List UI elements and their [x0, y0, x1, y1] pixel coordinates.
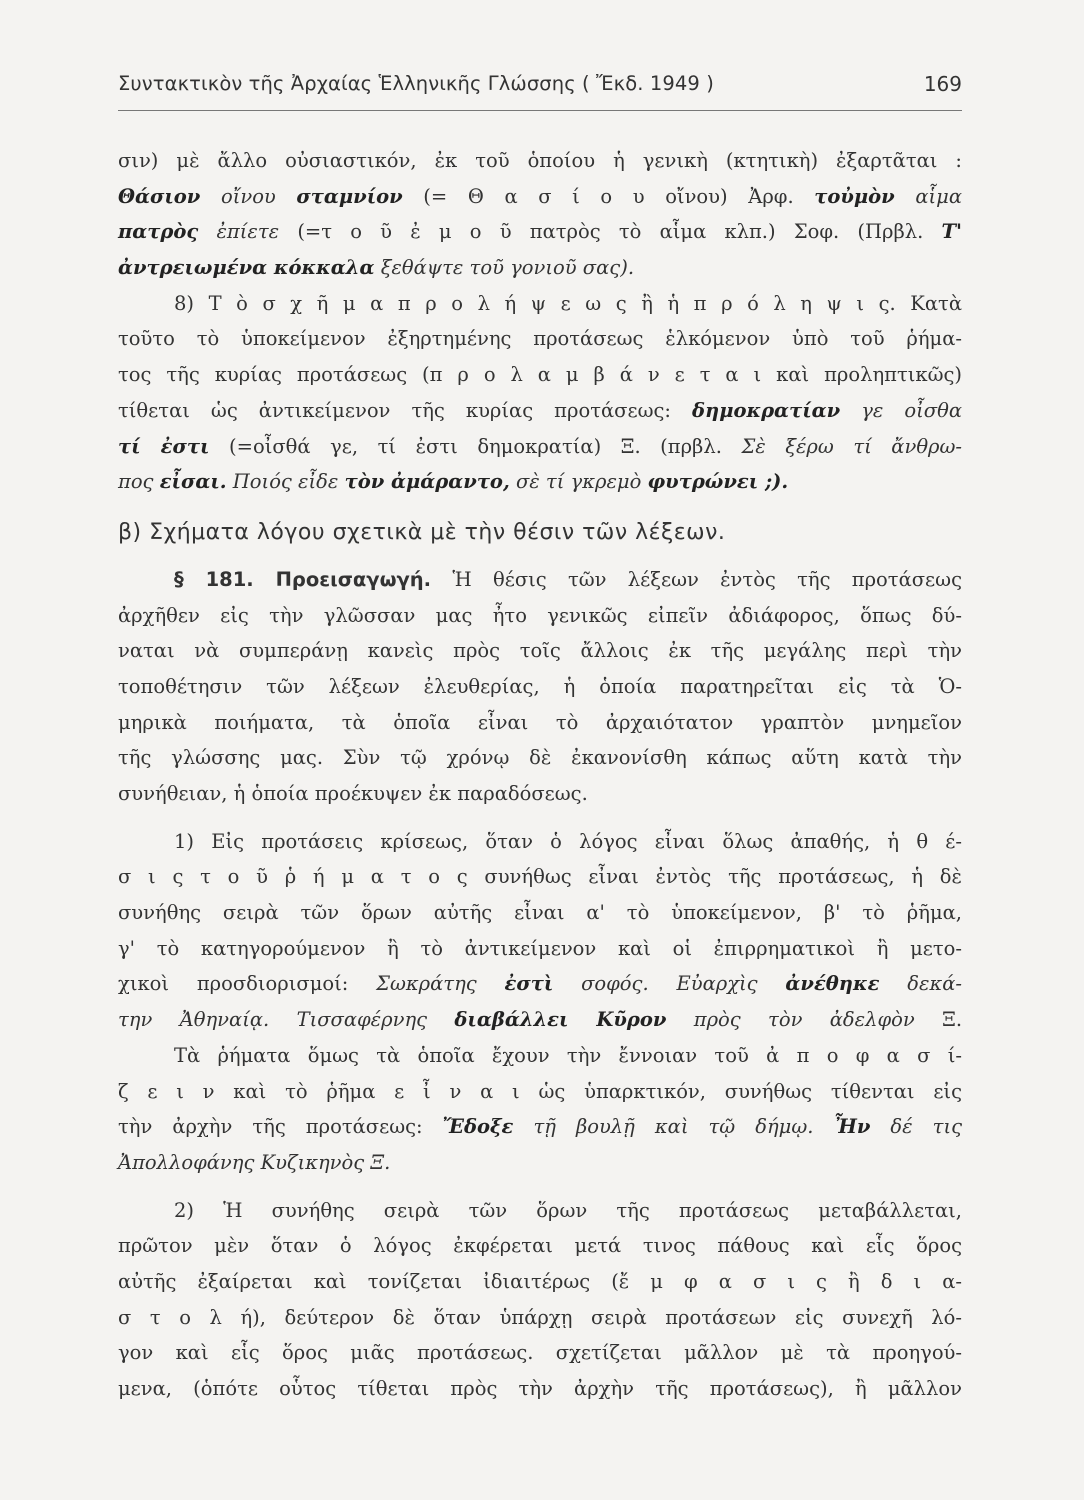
- text-line: αὐτῆς ἐξαίρεται καὶ τονίζεται ἰδιαιτέρως (ἔ μ φ α σ ι ς ἢ δ ι α-: [118, 1269, 962, 1293]
- text-line: πος εἶσαι. Ποιός εἶδε τὸν ἀμάραντο, σὲ τί γκρεμὸ φυτρώνει ;).: [118, 470, 789, 494]
- text-line: Θάσιον οἴνου σταμνίον (= Θ α σ ί ο υ οἴνου) Ἀρφ. τοὐμὸν αἷμα: [118, 184, 962, 208]
- running-header: [118, 72, 962, 112]
- text-line: τίθεται ὡς ἀντικείμενον τῆς κυρίας προτάσεως: δημοκρατίαν γε οἶσθα: [118, 398, 962, 422]
- text-line: την Ἀθηναίᾳ. Τισσαφέρνης διαβάλλει Κῦρον πρὸς τὸν ἀδελφὸν Ξ.: [118, 1008, 963, 1032]
- text-line: Τὰ ῥήματα ὅμως τὰ ὁποῖα ἔχουν τὴν ἔννοιαν τοῦ ἀ π ο φ α σ ί-: [174, 1043, 962, 1067]
- text-line: χικοὶ προσδιορισμοί: Σωκράτης ἐστὶ σοφός. Εὐαρχὶς ἀνέθηκε δεκά-: [118, 972, 963, 996]
- text-line: 8) Τ ὸ σ χ ῆ μ α π ρ ο λ ή ψ ε ω ς ἢ ἡ π ρ ό λ η ψ ι ς. Κατὰ: [174, 291, 962, 315]
- text-line: πρῶτον μὲν ὅταν ὁ λόγος ἐκφέρεται μετά τινος πάθους καὶ εἷς ὅρος: [118, 1234, 962, 1258]
- text-line: Ἀπολλοφάνης Κυζικηνὸς Ξ.: [118, 1150, 391, 1174]
- page-body: [118, 143, 962, 1407]
- text-line: τοποθέτησιν τῶν λέξεων ἐλευθερίας, ἡ ὁποία παρατηρεῖται εἰς τὰ Ὁ-: [118, 674, 962, 698]
- text-line: γ' τὸ κατηγορούμενον ἢ τὸ ἀντικείμενον καὶ οἱ ἐπιρρηματικοὶ ἢ μετο-: [118, 936, 962, 960]
- text-line: σ ι ς τ ο ῦ ῥ ή μ α τ ο ς συνήθως εἶναι ἐντὸς τῆς προτάσεως, ἡ δὲ: [118, 865, 962, 889]
- text-line: 1) Εἰς προτάσεις κρίσεως, ὅταν ὁ λόγος εἶναι ὅλως ἀπαθής, ἡ θ έ-: [174, 829, 962, 853]
- text-line: σιν) μὲ ἄλλο οὐσιαστικόν, ἐκ τοῦ ὁποίου ἡ γενικὴ (κτητικὴ) ἐξαρτᾶται :: [118, 149, 962, 172]
- page-number: 169: [923, 72, 962, 96]
- text-line: σ τ ο λ ή), δεύτερον δὲ ὅταν ὑπάρχῃ σειρὰ προτάσεων εἰς συνεχῆ λό-: [118, 1305, 962, 1329]
- header-rule: [118, 110, 962, 111]
- text-line: συνήθειαν, ἡ ὁποία προέκυψεν ἐκ παραδόσεως.: [118, 782, 588, 805]
- text-line: τὴν ἀρχὴν τῆς προτάσεως: Ἔδοξε τῇ βουλῇ καὶ τῷ δήμῳ. Ἦν δέ τις: [118, 1115, 963, 1139]
- text-line: μηρικὰ ποιήματα, τὰ ὁποῖα εἶναι τὸ ἀρχαιότατον γραπτὸν μνημεῖον: [118, 710, 962, 734]
- text-line: τί ἐστι (=οἶσθά γε, τί ἐστι δημοκρατία) Ξ. (πρβλ. Σὲ ξέρω τί ἄνθρω-: [118, 434, 963, 458]
- text-line: 2) Ἡ συνήθης σειρὰ τῶν ὅρων τῆς προτάσεως μεταβάλλεται,: [174, 1198, 962, 1222]
- text-line: μενα, (ὁπότε οὗτος τίθεται πρὸς τὴν ἀρχὴν τῆς προτάσεως), ἢ μᾶλλον: [118, 1377, 962, 1400]
- text-line: τῆς γλώσσης μας. Σὺν τῷ χρόνῳ δὲ ἐκανονίσθη κάπως αὕτη κατὰ τὴν: [118, 746, 962, 770]
- book-title: Συντακτικὸν τῆς Ἀρχαίας Ἑλληνικῆς Γλώσσης ( Ἔκδ. 1949 ): [118, 72, 714, 95]
- text-line: ζ ε ι ν καὶ τὸ ῥῆμα ε ἶ ν α ι ὡς ὑπαρκτικόν, συνήθως τίθενται εἰς: [118, 1079, 962, 1103]
- text-line: ναται νὰ συμπεράνῃ κανεὶς πρὸς τοῖς ἄλλοις ἐκ τῆς μεγάλης περὶ τὴν: [118, 639, 962, 663]
- text-line: πατρὸς ἐπίετε (=τ ο ῦ ἐ μ ο ῦ πατρὸς τὸ αἷμα κλπ.) Σοφ. (Πρβλ. Τ': [118, 220, 962, 244]
- text-line: συνήθης σειρὰ τῶν ὅρων αὐτῆς εἶναι α' τὸ ὑποκείμενον, β' τὸ ῥῆμα,: [118, 901, 962, 925]
- text-line: τος τῆς κυρίας προτάσεως (π ρ ο λ α μ β ά ν ε τ α ι καὶ προληπτικῶς): [118, 363, 962, 387]
- section-subheading: β) Σχήματα λόγου σχετικὰ μὲ τὴν θέσιν τῶν λέξεων.: [118, 519, 726, 545]
- text-line: ἀρχῆθεν εἰς τὴν γλῶσσαν μας ἦτο γενικῶς εἰπεῖν ἀδιάφορος, ὅπως δύ-: [118, 603, 962, 627]
- text-line: § 181. Προεισαγωγή. Ἡ θέσις τῶν λέξεων ἐντὸς τῆς προτάσεως: [174, 567, 962, 591]
- text-line: τοῦτο τὸ ὑποκείμενον ἐξηρτημένης προτάσεως ἑλκόμενον ὑπὸ τοῦ ῥήμα-: [118, 327, 962, 351]
- section-title: § 181. Προεισαγωγή.: [174, 567, 432, 591]
- text-line: ἀντρειωμένα κόκκαλα ξεθάψτε τοῦ γονιοῦ σας).: [118, 256, 635, 280]
- text-line: γον καὶ εἷς ὅρος μιᾶς προτάσεως. σχετίζεται μᾶλλον μὲ τὰ προηγού-: [118, 1341, 962, 1365]
